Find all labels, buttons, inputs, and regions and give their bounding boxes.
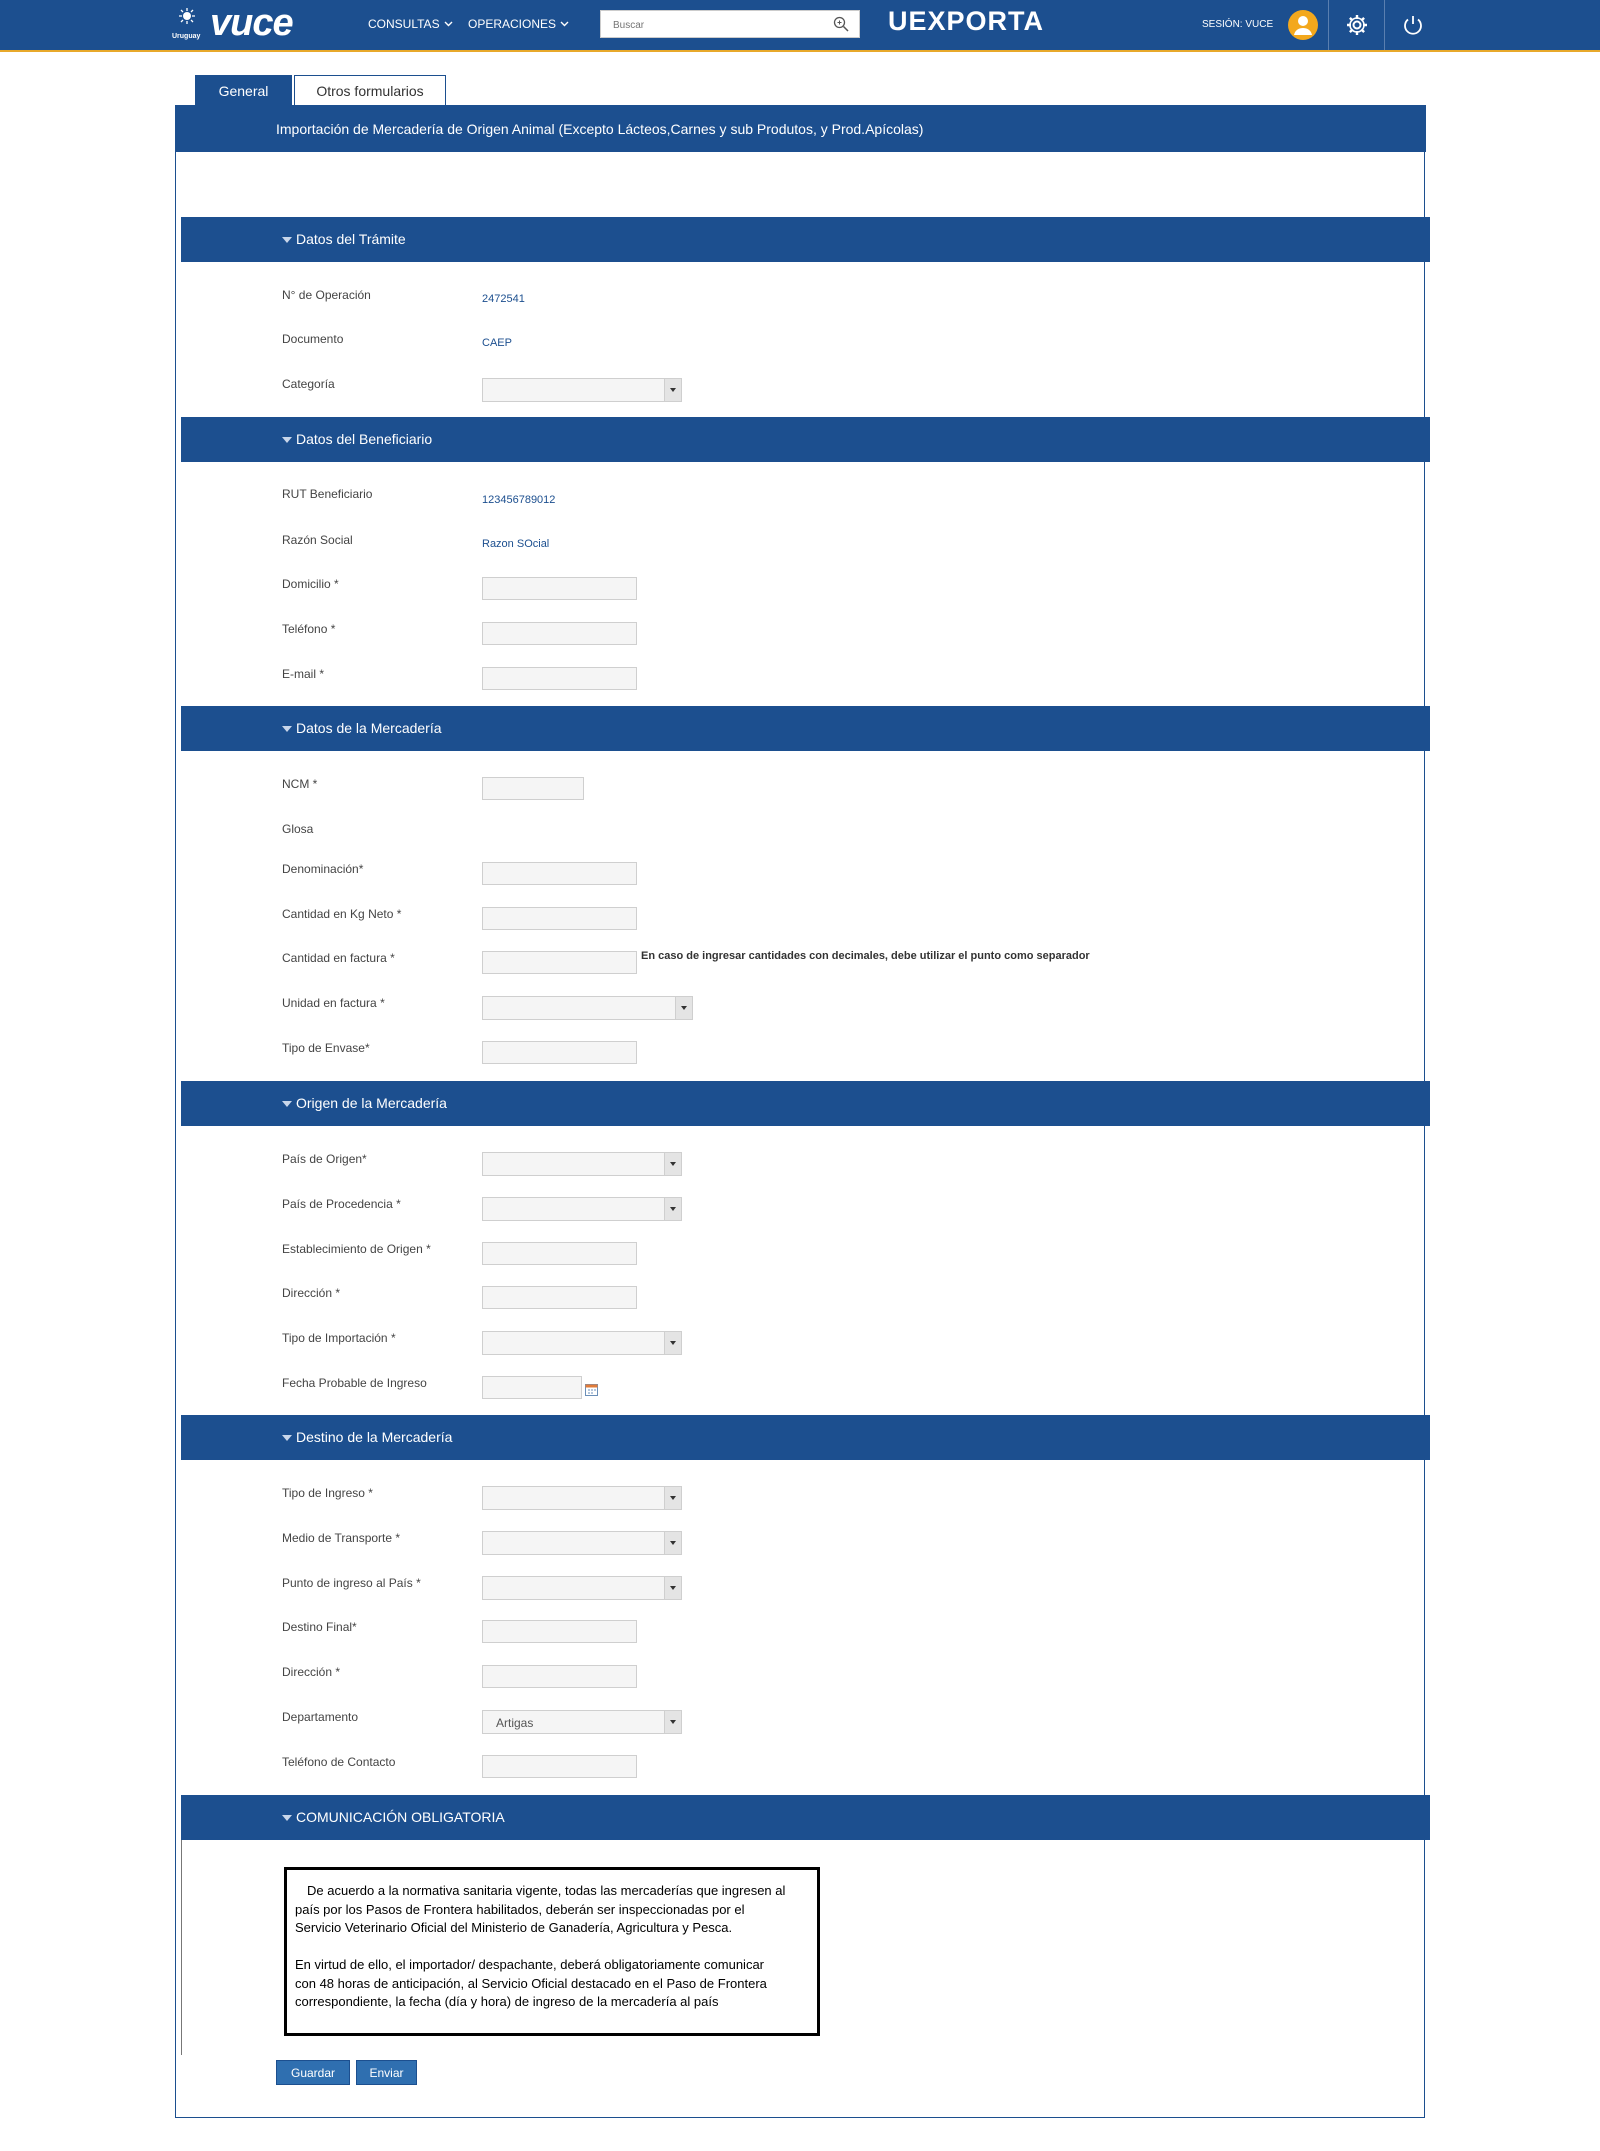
input-email[interactable]: [482, 667, 637, 690]
nav-consultas-label: CONSULTAS: [368, 17, 440, 31]
user-icon: [1288, 10, 1318, 40]
divider: [181, 1840, 182, 2055]
nav-consultas[interactable]: [368, 17, 453, 31]
notice-line: país por los Pasos de Frontera habilitados, deberán ser inspeccionadas por el: [295, 1901, 745, 1917]
guardar-button[interactable]: Guardar: [276, 2060, 350, 2085]
section-title: Datos del Beneficiario: [296, 431, 433, 447]
dropdown-arrow-icon: [664, 379, 681, 401]
chevron-down-icon: [560, 21, 569, 27]
label-cantidad-factura: Cantidad en factura *: [282, 951, 395, 965]
input-fecha-ingreso[interactable]: [482, 1376, 582, 1399]
label-telefono-contacto: Teléfono de Contacto: [282, 1755, 396, 1769]
label-domicilio: Domicilio *: [282, 577, 339, 591]
cantidad-factura-field[interactable]: [483, 952, 636, 973]
page-title: Importación de Mercadería de Origen Animal (Excepto Lácteos,Carnes y sub Produtos, y Prod.Apícolas): [276, 121, 924, 137]
select-value: Artigas: [496, 1716, 534, 1730]
user-avatar[interactable]: [1288, 10, 1318, 40]
collapse-triangle-icon: [282, 437, 292, 443]
domicilio-field[interactable]: [483, 578, 636, 599]
ncm-field[interactable]: [483, 778, 583, 799]
dropdown-arrow-icon: [664, 1153, 681, 1175]
value-documento: CAEP: [482, 337, 512, 349]
fecha-ingreso-field[interactable]: [483, 1377, 581, 1398]
search-icon[interactable]: [833, 16, 849, 32]
cantidad-kg-field[interactable]: [483, 908, 636, 929]
calendar-icon[interactable]: [585, 1383, 598, 1396]
section-title: Destino de la Mercadería: [296, 1429, 453, 1445]
label-punto-ingreso: Punto de ingreso al País *: [282, 1576, 421, 1590]
label-medio-transporte: Medio de Transporte *: [282, 1531, 401, 1545]
label-telefono: Teléfono *: [282, 622, 336, 636]
gear-icon[interactable]: [1345, 13, 1369, 37]
label-departamento: Departamento: [282, 1710, 359, 1724]
power-icon[interactable]: [1401, 13, 1425, 37]
direccion-origen-field[interactable]: [483, 1287, 636, 1308]
input-establecimiento[interactable]: [482, 1242, 637, 1265]
dropdown-arrow-icon: [664, 1487, 681, 1509]
section-datos-mercaderia[interactable]: [181, 706, 1430, 751]
collapse-triangle-icon: [282, 1101, 292, 1107]
select-tipo-ingreso[interactable]: [482, 1486, 682, 1510]
label-tipo-ingreso: Tipo de Ingreso *: [282, 1486, 373, 1500]
label-establecimiento: Establecimiento de Origen *: [282, 1242, 431, 1256]
label-destino-final: Destino Final*: [282, 1620, 357, 1634]
input-tipo-envase[interactable]: [482, 1041, 637, 1064]
decimal-hint: En caso de ingresar cantidades con decimales, debe utilizar el punto como separador: [641, 950, 1090, 962]
select-pais-procedencia[interactable]: [482, 1197, 682, 1221]
value-razon-social: Razon SOcial: [482, 538, 550, 550]
select-tipo-importacion[interactable]: [482, 1331, 682, 1355]
notice-line: En virtud de ello, el importador/ despachante, deberá obligatoriamente comunicar: [295, 1957, 764, 1972]
divider: [1384, 0, 1385, 50]
logo-country: Uruguay: [172, 33, 201, 40]
label-cantidad-kg: Cantidad en Kg Neto *: [282, 907, 402, 921]
session-label: SESIÓN: VUCE: [1202, 19, 1274, 30]
label-email: E-mail *: [282, 667, 325, 681]
dropdown-arrow-icon: [675, 997, 692, 1019]
nav-operaciones[interactable]: [468, 17, 569, 31]
label-unidad-factura: Unidad en factura *: [282, 996, 385, 1010]
dropdown-arrow-icon: [664, 1711, 681, 1733]
nav-operaciones-label: OPERACIONES: [468, 17, 557, 31]
section-datos-tramite[interactable]: [181, 217, 1430, 262]
logo-wordmark: vuce: [210, 1, 293, 44]
input-telefono[interactable]: [482, 622, 637, 645]
dropdown-arrow-icon: [664, 1332, 681, 1354]
label-pais-procedencia: País de Procedencia *: [282, 1197, 401, 1211]
dropdown-arrow-icon: [664, 1577, 681, 1599]
label-direccion-origen: Dirección *: [282, 1286, 341, 1300]
input-ncm[interactable]: [482, 777, 584, 800]
destino-final-field[interactable]: [483, 1621, 636, 1642]
label-direccion-destino: Dirección *: [282, 1665, 341, 1679]
vuce-logo[interactable]: [172, 1, 293, 44]
notice-line: correspondiente, la fecha (día y hora) de ingreso de la mercadería al país: [295, 1994, 719, 2009]
section-origen-mercaderia[interactable]: [181, 1081, 1430, 1126]
label-tipo-envase: Tipo de Envase*: [282, 1041, 370, 1055]
establecimiento-field[interactable]: [483, 1243, 636, 1264]
select-medio-transporte[interactable]: [482, 1531, 682, 1555]
input-direccion-origen[interactable]: [482, 1286, 637, 1309]
section-title: Origen de la Mercadería: [296, 1095, 447, 1111]
enviar-button[interactable]: Enviar: [356, 2060, 417, 2085]
denominacion-field[interactable]: [483, 863, 636, 884]
input-cantidad-factura[interactable]: [482, 951, 637, 974]
direccion-destino-field[interactable]: [483, 1666, 636, 1687]
section-destino-mercaderia[interactable]: [181, 1415, 1430, 1460]
email-field[interactable]: [483, 668, 636, 689]
uexporta-logo[interactable]: UEXPORTA: [888, 6, 1045, 36]
value-rut: 123456789012: [482, 494, 556, 506]
label-denominacion: Denominación*: [282, 862, 364, 876]
input-denominacion[interactable]: [482, 862, 637, 885]
dropdown-arrow-icon: [664, 1198, 681, 1220]
label-documento: Documento: [282, 332, 344, 346]
tab-otros-formularios[interactable]: Otros formularios: [294, 75, 446, 106]
select-unidad-factura[interactable]: [482, 996, 693, 1020]
section-title: Datos de la Mercadería: [296, 720, 442, 736]
label-ncm: NCM *: [282, 777, 318, 791]
search-input[interactable]: [601, 11, 835, 39]
tipo-envase-field[interactable]: [483, 1042, 636, 1063]
collapse-triangle-icon: [282, 726, 292, 732]
telefono-contacto-field[interactable]: [483, 1756, 636, 1777]
notice-box: [284, 1867, 820, 2036]
chevron-down-icon: [444, 21, 453, 27]
collapse-triangle-icon: [282, 237, 292, 243]
section-title: COMUNICACIÓN OBLIGATORIA: [296, 1809, 505, 1825]
label-razon-social: Razón Social: [282, 533, 353, 547]
select-pais-origen[interactable]: [482, 1152, 682, 1176]
tab-general[interactable]: General: [195, 75, 292, 106]
label-pais-origen: País de Origen*: [282, 1152, 367, 1166]
select-punto-ingreso[interactable]: [482, 1576, 682, 1600]
label-categoria: Categoría: [282, 377, 335, 391]
label-tipo-importacion: Tipo de Importación *: [282, 1331, 396, 1345]
label-fecha-ingreso: Fecha Probable de Ingreso: [282, 1376, 427, 1390]
input-domicilio[interactable]: [482, 577, 637, 600]
section-datos-beneficiario[interactable]: [181, 417, 1430, 462]
label-glosa: Glosa: [282, 822, 314, 836]
value-operacion: 2472541: [482, 293, 525, 305]
input-cantidad-kg[interactable]: [482, 907, 637, 930]
input-direccion-destino[interactable]: [482, 1665, 637, 1688]
section-title: Datos del Trámite: [296, 231, 406, 247]
label-rut: RUT Beneficiario: [282, 487, 373, 501]
sun-icon: [179, 8, 195, 24]
input-destino-final[interactable]: [482, 1620, 637, 1643]
search-box: [600, 10, 860, 38]
notice-line: Servicio Veterinario Oficial del Ministerio de Ganadería, Agricultura y Pesca.: [295, 1920, 733, 1935]
collapse-triangle-icon: [282, 1815, 292, 1821]
telefono-field[interactable]: [483, 623, 636, 644]
dropdown-arrow-icon: [664, 1532, 681, 1554]
input-telefono-contacto[interactable]: [482, 1755, 637, 1778]
collapse-triangle-icon: [282, 1435, 292, 1441]
notice-line: con 48 horas de anticipación, al Servicio Oficial destacado en el Paso de Frontera: [295, 1975, 767, 1991]
notice-line: De acuerdo a la normativa sanitaria vigente, todas las mercaderías que ingresen al: [307, 1883, 786, 1898]
divider: [1328, 0, 1329, 50]
label-operacion: N° de Operación: [282, 288, 371, 302]
select-categoria[interactable]: [482, 378, 682, 402]
section-comunicacion-obligatoria[interactable]: [181, 1795, 1430, 1840]
select-departamento[interactable]: [482, 1710, 682, 1734]
